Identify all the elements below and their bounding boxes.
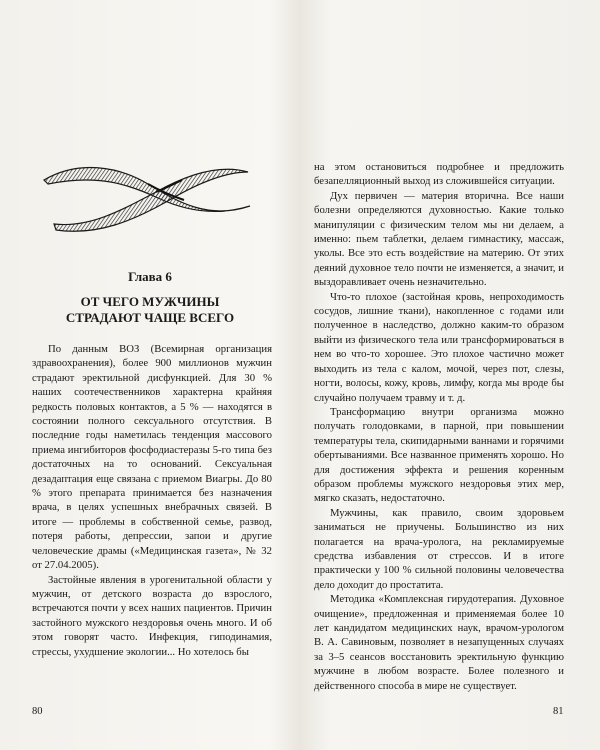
page-number: 81	[553, 706, 564, 717]
paragraph: Застойные явления в урогенитальной области у мужчин, от детского возраста до взрослого, встречаются почти у всех наших пациентов. Причин застойного мужского нездоровья очень много. И об этом говорят часто. Инфекция, гиподинамия, стрессы, ухудшение экологии... Но хотелось бы	[32, 573, 272, 658]
paragraph: Мужчины, как правило, своим здоровьем заниматься не приучены. Большинство из них полагается на врача-уролога, на рекламируемые средства избавления от стрессов. И в итоге практически у 100 % сильной половины человечества дело доходит до простатита.	[314, 506, 564, 591]
page-number: 80	[32, 706, 43, 717]
leech-illustration	[38, 150, 256, 238]
left-body-text	[32, 342, 272, 659]
paragraph: Что-то плохое (застойная кровь, непроходимость сосудов, лишние ткани), накопленное с годами или полученное в наследство, должно каким-то образом выйти из физического тела или трансформироваться в нем во что-то хорошее. Это плохое частично может выходить из тела с калом, мочой, через пот, слезы, ногти, волосы, кожу, кровь, лимфу, когда мы вроде бы случайно получаем травму и т. д.	[314, 290, 564, 404]
chapter-title-line: СТРАДАЮТ ЧАЩЕ ВСЕГО	[65, 310, 235, 325]
paragraph: Методика «Комплексная гирудотерапия. Духовное очищение», предложенная и применяемая более 10 лет кандидатом медицинских наук, врачом-урологом В. А. Савиновым, позволяет в незапущенных случаях за 3–5 сеансов восстановить эректильную функцию мужчине в любом возрасте. Более полезного и действенного способа в мире не существует.	[314, 593, 564, 692]
right-page	[300, 0, 600, 750]
paragraph: По данным ВОЗ (Всемирная организация здравоохранения), более 900 миллионов мужчин страдают эректильной дисфункцией. Для 30 % наших соотечественников характерна крайняя редкость половых контактов, а 5 % — находятся в состоянии полного сексуального отсутствия. В последние годы наметилась тенденция массового приема ингибиторов фосфодиастеразы 5-го типа без достаточных на то оснований. Сексуальная дезадаптация еще связана с приемом Виагры. До 80 % этого препарата принимается без назначения врача, в целях успешных внебрачных связей. В итоге — проблемы в собственной семье, развод, потеря работы, депрессии, запои и другие человеческие драмы («Медицинская газета», № 32 от 27.04.2005).	[32, 343, 272, 572]
chapter-number: Глава 6	[128, 269, 172, 284]
paragraph: Дух первичен — материя вторична. Все наши болезни определяются духовностью. Какие только манипуляции с физическим телом мы ни делаем, а именно: пьем таблетки, делаем гимнастику, массаж, уколы. Все это есть воздействие на материю. От этих деяний духовное тело почти не изменяется, а значит, и выздоравливает очень незначительно.	[314, 189, 564, 289]
chapter-title	[32, 294, 268, 326]
right-body-text	[314, 160, 564, 693]
chapter-title-line: ОТ ЧЕГО МУЖЧИНЫ	[80, 294, 220, 309]
paragraph: Трансформацию внутри организма можно получать голодовками, в парной, при повышении температуры тела, скипидарными ваннами и горячими обертываниями. Все названное применять хорошо. Но для достижения эффекта и решения коренным образом проблемы мужского нездоровья этих мер, мягко сказать, недостаточно.	[314, 405, 564, 505]
paragraph: на этом остановиться подробнее и предложить безапелляционный выход из сложившейся ситуации.	[314, 161, 564, 188]
